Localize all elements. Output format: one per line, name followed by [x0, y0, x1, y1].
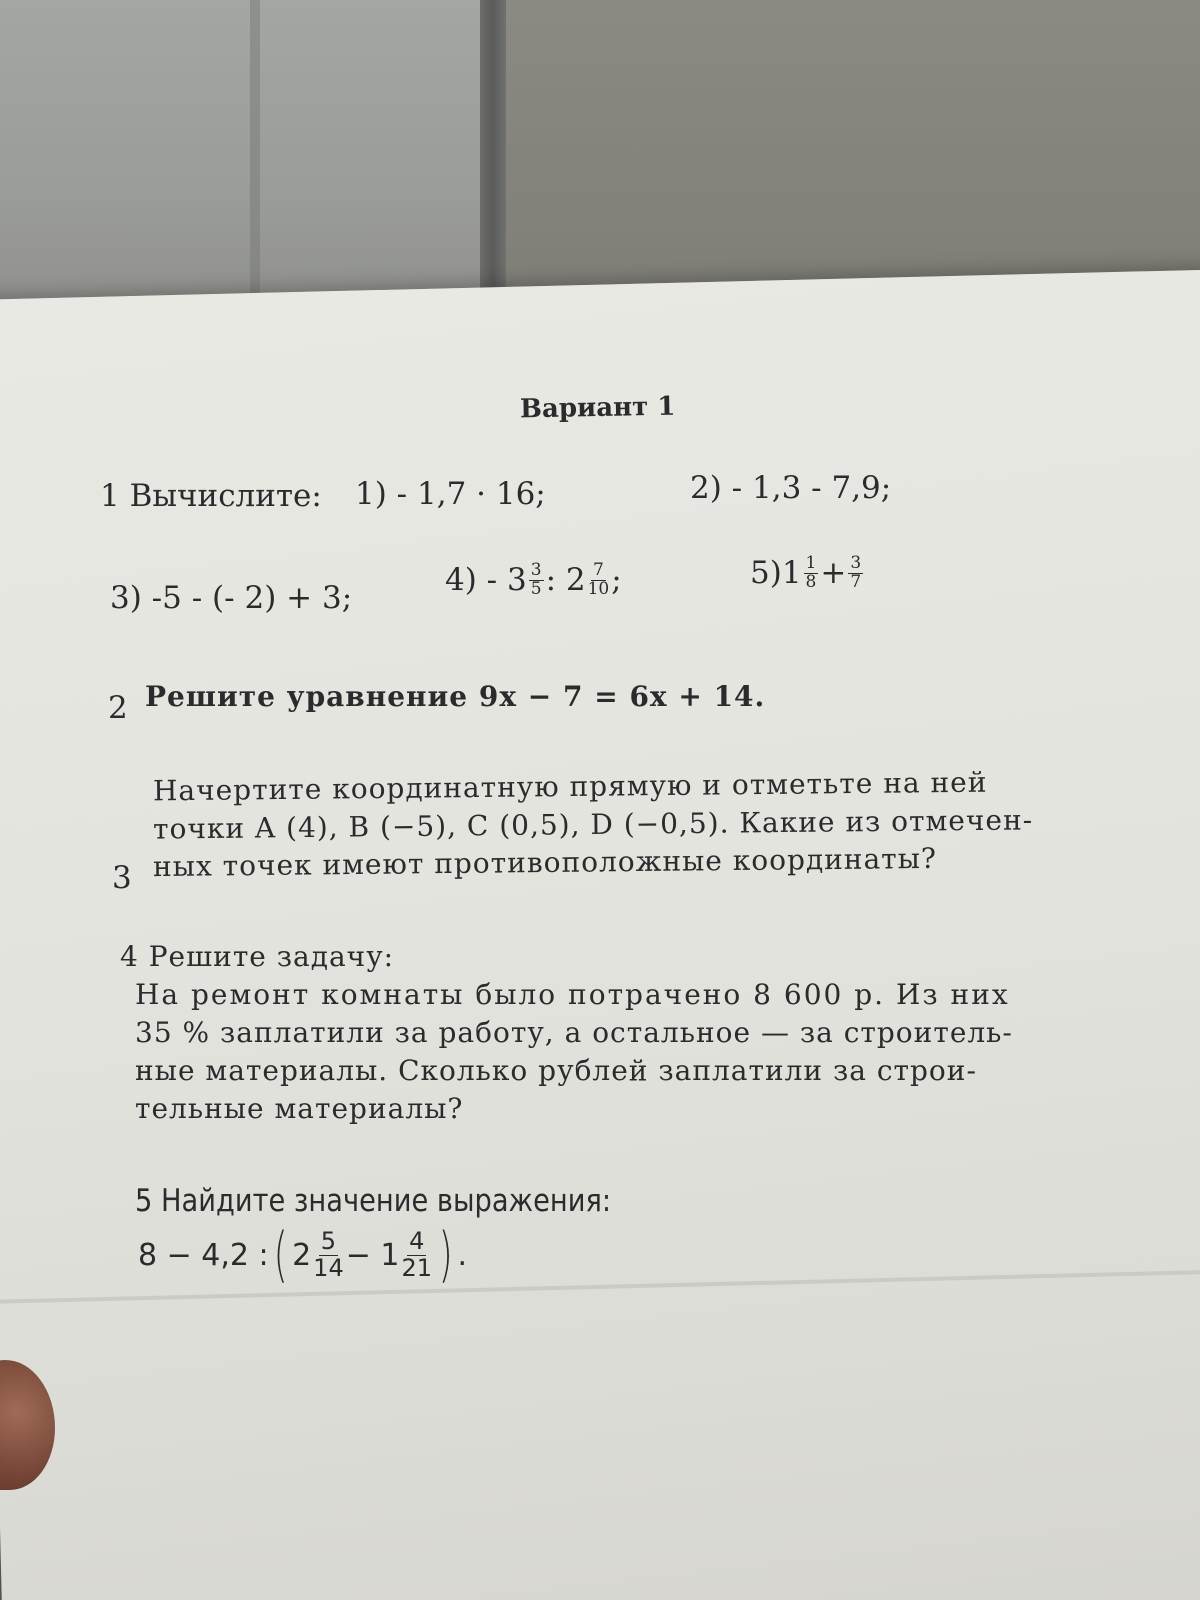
- fraction-numerator: 1: [805, 553, 817, 573]
- task1-item5-mid: +: [820, 555, 847, 592]
- task1-item4-prefix: 4) - 3: [445, 562, 527, 599]
- task5-expr-close-paren: ): [438, 1220, 453, 1290]
- fraction-denominator: 21: [401, 1253, 433, 1282]
- fraction-denominator: 7: [850, 571, 862, 592]
- task4-label: 4 Решите задачу:: [120, 940, 395, 973]
- fraction-numerator: 7: [593, 560, 604, 580]
- task2-text: Решите уравнение 9x − 7 = 6x + 14.: [145, 680, 766, 713]
- task5-expr-suffix: .: [457, 1237, 467, 1273]
- task4-line1: На ремонт комнаты было потрачено 8 600 р. Из них: [135, 978, 1010, 1011]
- fraction-numerator: 4: [409, 1227, 425, 1256]
- task4-line3: ные материалы. Сколько рублей заплатили за строи-: [135, 1054, 977, 1087]
- task3-line1: Начертите координатную прямую и отметьте на ней: [152, 765, 988, 808]
- fraction-numerator: 5: [320, 1227, 337, 1256]
- fraction-denominator: 10: [587, 578, 610, 599]
- task3-number: 3: [112, 860, 132, 896]
- task1-item3: 3) -5 - (- 2) + 3;: [110, 580, 353, 616]
- fraction-numerator: 3: [850, 553, 862, 573]
- fraction-denominator: 5: [530, 578, 542, 599]
- task5-expr-minus: − 1: [345, 1237, 400, 1273]
- task1-item1: 1) - 1,7 · 16;: [355, 476, 546, 512]
- task5-expr-whole1: 2: [292, 1237, 312, 1273]
- task1-item4-fraction1: [529, 562, 544, 599]
- task1-item5-fraction2: [848, 555, 863, 592]
- task1-item4: [445, 562, 622, 599]
- variant-title: Вариант 1: [519, 391, 676, 425]
- fraction-denominator: 14: [313, 1253, 344, 1282]
- task1-item4-fraction2: [588, 562, 610, 599]
- task3-line2: точки A (4), B (−5), C (0,5), D (−0,5). Какие из отмечен-: [152, 803, 1034, 846]
- task1-item2: 2) - 1,3 - 7,9;: [690, 470, 892, 506]
- task1-label: 1 Вычислите:: [100, 478, 322, 514]
- task5-expr-fraction1: [313, 1229, 344, 1280]
- task5-expr-open-paren: (: [273, 1220, 288, 1290]
- task5-label: 5 Найдите значение выражения:: [135, 1183, 612, 1219]
- task5-expression: [138, 1220, 467, 1290]
- task1-item4-mid: : 2: [545, 562, 586, 599]
- task5-expr-fraction2: [401, 1229, 432, 1280]
- task4-line2: 35 % заплатили за работу, а остальное — за строитель-: [135, 1016, 1013, 1049]
- task1-item4-suffix: ;: [611, 562, 622, 599]
- task1-item5: [750, 555, 865, 592]
- fraction-numerator: 3: [530, 560, 542, 580]
- task4-line4: тельные материалы?: [135, 1092, 464, 1125]
- task2-number: 2: [108, 690, 128, 726]
- task1-item5-prefix: 5)1: [750, 555, 802, 592]
- task1-item5-fraction1: [804, 555, 819, 592]
- task3-line3: ных точек имеют противоположные координаты?: [152, 841, 938, 884]
- task5-expr-prefix: 8 − 4,2 :: [138, 1237, 269, 1273]
- fraction-denominator: 8: [805, 571, 817, 592]
